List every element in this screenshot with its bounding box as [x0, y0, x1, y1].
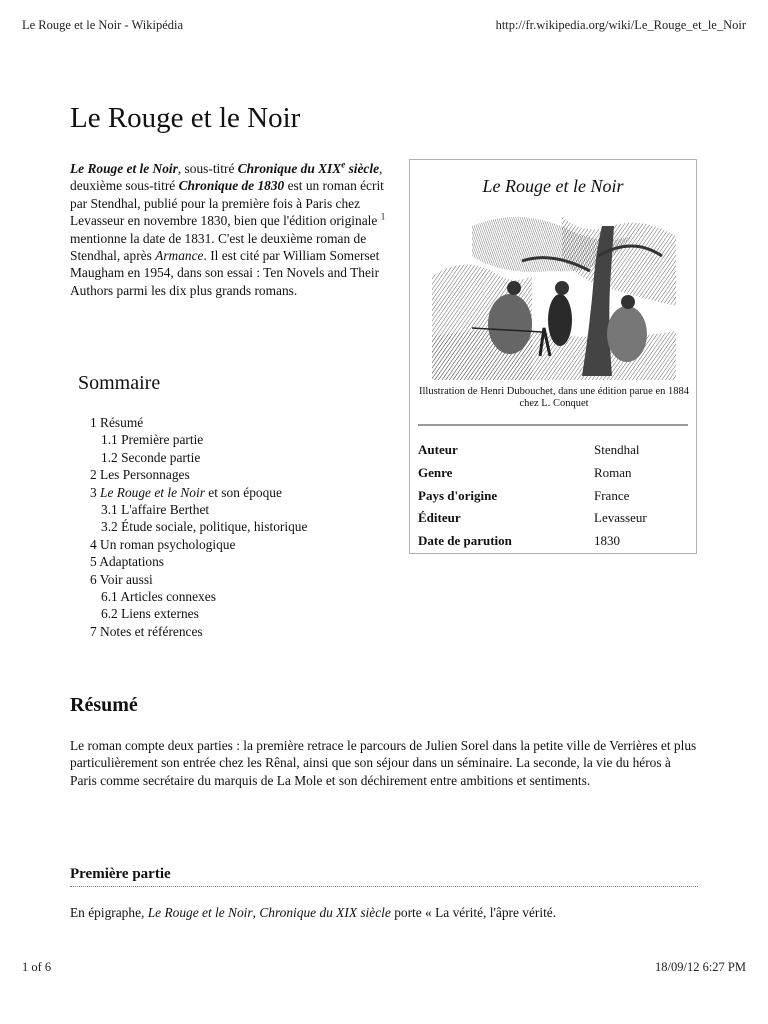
illustration-image[interactable]	[432, 216, 676, 380]
print-header-url: http://fr.wikipedia.org/wiki/Le_Rouge_et_le_Noir	[495, 18, 746, 32]
resume-paragraph: Le roman compte deux parties : la première retrace le parcours de Julien Sorel dans la petite ville de Verrières et plus particulièrement son entrée chez les Rênal, ainsi que son séjour dans un séminaire. La seconde, la vie du héros à Paris comme secrétaire du marquis de La Mole et son déchirement entre ambitions et sentiments.	[70, 738, 697, 788]
premiere-paragraph: En épigraphe, Le Rouge et le Noir, Chronique du XIX siècle porte « La vérité, l'âpre vérité.	[70, 905, 557, 920]
toc-item[interactable]: 1.2 Seconde partie	[101, 449, 201, 465]
toc-item[interactable]: 1 Résumé	[90, 415, 144, 430]
table-of-contents	[90, 414, 307, 640]
infobox-row: Genre Roman	[418, 462, 647, 485]
intro-text: , sous-titré	[177, 161, 238, 176]
infobox-row: Date de parution 1830	[418, 530, 647, 553]
intro-paragraph	[70, 160, 396, 299]
intro-text: . Il est cité par William Somerset Maugham en 1954, dans son essai : Ten Novels and Their Authors parmi les dix plus grands romans.	[70, 248, 380, 298]
toc-item[interactable]: 7 Notes et références	[90, 623, 203, 639]
print-datetime: 18/09/12 6:27 PM	[655, 960, 746, 974]
infobox-row: Pays d'origine France	[418, 484, 647, 507]
infobox-title: Le Rouge et le Noir	[482, 176, 624, 196]
page-title: Le Rouge et le Noir	[70, 102, 301, 134]
publisher-value: Levasseur	[594, 510, 647, 526]
toc-item[interactable]: 1.1 Première partie	[101, 432, 204, 448]
date-link[interactable]: 1830	[594, 533, 620, 549]
toc-item[interactable]: 6.2 Liens externes	[101, 606, 199, 622]
image-caption: Illustration de Henri Dubouchet, dans une édition parue en 1884 chez L. Conquet	[418, 386, 689, 409]
footnote-ref-1[interactable]: 1	[380, 211, 386, 222]
page-number: 1 of 6	[22, 960, 52, 974]
print-header-title: Le Rouge et le Noir - Wikipédia	[22, 18, 184, 32]
infobox-table	[418, 439, 647, 552]
toc-item[interactable]: 3.2 Étude sociale, politique, historique	[101, 519, 308, 535]
section-divider	[70, 886, 698, 887]
subsection-title-premiere-partie: Première partie	[70, 866, 171, 882]
toc-item[interactable]: 4 Un roman psychologique	[90, 536, 236, 552]
toc-item[interactable]: 2 Les Personnages	[90, 467, 190, 483]
toc-item[interactable]: 6 Voir aussi	[90, 571, 153, 587]
infobox	[409, 159, 697, 554]
genre-link[interactable]: Roman	[594, 465, 632, 481]
author-link[interactable]: Stendhal	[594, 442, 640, 458]
intro-title: Le Rouge et le Noir	[70, 161, 178, 176]
infobox-row: Auteur Stendhal	[418, 439, 647, 462]
intro-text: , deuxième sous-titré	[70, 161, 383, 194]
intro-text: est un roman écrit par Stendhal, publié pour la première fois à Paris chez Levasseur en novembre 1830, bien que l'édition originale	[70, 178, 384, 229]
toc-item[interactable]: 3.1 L'affaire Berthet	[101, 502, 210, 518]
toc-title: Sommaire	[78, 372, 161, 394]
infobox-divider	[418, 424, 688, 426]
infobox-row: Éditeur Levasseur	[418, 507, 647, 530]
intro-subtitle-1[interactable]: Chronique du XIXe siècle	[237, 159, 380, 176]
intro-text: mentionne la date de 1831. C'est le deuxième roman de Stendhal, après	[70, 230, 367, 264]
section-title-resume: Résumé	[70, 694, 138, 716]
toc-item[interactable]: 3 Le Rouge et le Noir et son époque	[90, 484, 282, 500]
toc-item[interactable]: 5 Adaptations	[90, 554, 165, 570]
intro-subtitle-2: Chronique de 1830	[178, 178, 285, 194]
armance-link[interactable]: Armance	[155, 248, 204, 264]
country-link[interactable]: France	[594, 487, 630, 503]
toc-item[interactable]: 6.1 Articles connexes	[101, 589, 216, 605]
